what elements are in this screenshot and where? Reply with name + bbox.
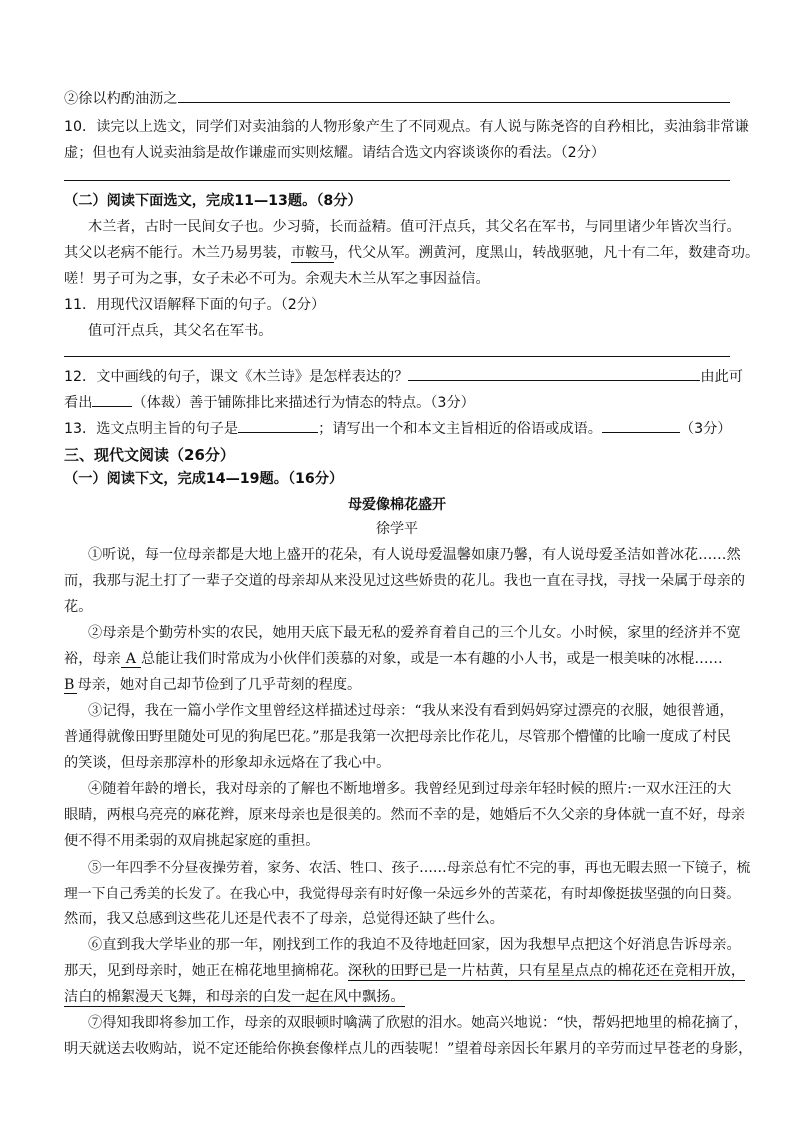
q9-answer-blank[interactable] — [178, 88, 730, 103]
q12-prompt-a: 12．文中画线的句子，课文《木兰诗》是怎样表达的？ — [64, 369, 409, 385]
p1-line-1: ①听说，每一位母亲都是大地上盛开的花朵，有人说母爱温馨如康乃馨，有人说母爱圣洁如普冰花……然 — [88, 547, 741, 563]
q10-answer-line[interactable] — [64, 180, 730, 181]
p6-underlined-sentence-b: 洁白的棉絮漫天飞舞，和母亲的白发一起在风中飘扬。 — [64, 989, 405, 1005]
section2-heading: （二）阅读下面选文，完成11—13题。（8分） — [64, 193, 362, 209]
article-author: 徐学平 — [376, 521, 418, 537]
q12-line-1 — [64, 366, 743, 386]
p4-line-2: 眼睛，两根乌亮亮的麻花辫，原来母亲也是很美的。然而不幸的是，她婚后不久父亲的身体就一直不好，母亲 — [64, 807, 746, 823]
p2-line-2-a: 裕，母亲 — [64, 651, 121, 667]
q12-line-2 — [64, 392, 730, 412]
passage-line-2-a: 其父以老病不能行。木兰乃易男装， — [64, 245, 292, 261]
p3-line-3: 的笑谈，但母亲那淳朴的形象却永远烙在了我心中。 — [64, 755, 391, 771]
section3-sub-heading: （一）阅读下文，完成14—19题。（16分） — [64, 471, 344, 487]
p5-line-1: ⑤一年四季不分昼夜操劳着，家务、农活、牲口、孩子……母亲总有忙不完的事，再也无暇去照一下镜子，梳 — [88, 860, 751, 876]
p2-line-2-b: 总能让我们时常成为小伙伴们羡慕的对象，或是一本有趣的小人书，或是一根美味的冰棍…… — [141, 651, 723, 667]
q13-prompt-a: 13．选文点明主旨的句子是 — [64, 421, 239, 437]
passage-line-3: 嗟！男子可为之事，女子未必不可为。余观夫木兰从军之事因益信。 — [64, 271, 490, 287]
p7-line-2: 明天就送去收购站，说不定还能给你换套像样点儿的西装呢！”望着母亲因长年累月的辛劳而过早苍老的身影， — [64, 1041, 753, 1057]
q9-item-2-prefix: ②徐以杓酌油沥之 — [64, 91, 178, 107]
q12-prompt-c: 看出 — [64, 395, 93, 411]
q13-line — [64, 418, 730, 438]
p6-line-3 — [64, 986, 730, 1006]
q12-prompt-b: 由此可 — [700, 369, 743, 385]
p6-line-1: ⑥直到我大学毕业的那一年，刚找到工作的我迫不及待地赶回家，因为我想早点把这个好消息告诉母亲。 — [88, 937, 741, 953]
p4-line-3: 便不得不用柔弱的双肩挑起家庭的重担。 — [64, 833, 320, 849]
passage-line-2-b: ，代父从军。溯黄河，度黑山，转战驱驰，凡十有二年，数建奇功。 — [333, 245, 760, 261]
p2-blank-b[interactable]: B — [64, 677, 77, 694]
p6-line-2-a: 那天，见到母亲时，她正在棉花地里摘棉花。 — [64, 963, 348, 979]
passage-line-1: 木兰者，古时一民间女子也。少习骑，长而益精。值可汗点兵，其父名在军书，与同里诸少年皆次当行。 — [88, 219, 741, 235]
q12-answer-blank-2[interactable] — [92, 392, 132, 407]
p6-line-2 — [64, 960, 746, 980]
q12-prompt-d: （体裁）善于铺陈排比来描述行为情态的特点。（3分） — [132, 395, 475, 411]
q13-prompt-b: ；请写出一个和本文主旨相近的俗语或成语。 — [318, 421, 602, 437]
q13-prompt-c: （3分） — [679, 421, 732, 437]
passage-line-2 — [64, 242, 760, 262]
p6-underlined-sentence-a: 深秋的田野已是一片枯黄，只有星星点点的棉花还在竞相开放， — [347, 963, 746, 979]
p2-line-1: ②母亲是个勤劳朴实的农民，她用天底下最无私的爱养育着自己的三个儿女。小时候，家里的经济并不宽 — [88, 625, 741, 641]
p1-line-2: 而，我那与泥土打了一辈子交道的母亲却从来没见过这些娇贵的花儿。我也一直在寻找，寻找一朵属于母亲的 — [64, 573, 746, 589]
section3-heading: 三、现代文阅读（26分） — [64, 446, 235, 464]
p1-line-3: 花。 — [64, 599, 93, 615]
passage-underlined-phrase: 市鞍马 — [291, 245, 334, 261]
article-title: 母爱像棉花盛开 — [348, 497, 446, 513]
q10-line-1: 10．读完以上选文，同学们对卖油翁的人物形象产生了不同观点。有人说与陈尧咨的自矜相比，卖油翁非常谦 — [64, 119, 749, 135]
p5-line-2: 理一下自己秀美的长发了。在我心中，我觉得母亲有时好像一朵远乡外的苦菜花，有时却像挺拔坚强的向日葵。 — [64, 886, 741, 902]
p3-line-2: 普通得就像田野里随处可见的狗尾巴花。”那是我第一次把母亲比作花儿，尽管那个懵懂的比喻一度成了村民 — [64, 729, 731, 745]
p4-line-1: ④随着年龄的增长，我对母亲的了解也不断地增多。我曾经见到过母亲年轻时候的照片:一双水汪汪的大 — [88, 781, 732, 797]
p2-line-3 — [64, 674, 730, 694]
q9-item-2 — [64, 88, 730, 108]
q10-line-2: 虚；但也有人说卖油翁是故作谦虚而实则炫耀。请结合选文内容谈谈你的看法。（2分） — [64, 145, 606, 161]
q12-answer-blank-1[interactable] — [408, 366, 700, 381]
p5-line-3: 然而，我又总感到这些花儿还是代表不了母亲，总觉得还缺了些什么。 — [64, 911, 504, 927]
q11-prompt: 11．用现代汉语解释下面的句子。（2分） — [64, 297, 326, 313]
q11-answer-line[interactable] — [64, 356, 730, 357]
q11-sentence: 值可汗点兵，其父名在军书。 — [88, 323, 273, 339]
p2-line-3-text: 母亲，她对自己却节俭到了几乎苛刻的程度。 — [77, 677, 362, 693]
p3-line-1: ③记得，我在一篇小学作文里曾经这样描述过母亲：“我从来没有看到妈妈穿过漂亮的衣服，她很普通， — [88, 703, 734, 719]
p2-blank-a[interactable]: A — [121, 651, 141, 668]
q13-answer-blank-1[interactable] — [238, 418, 318, 433]
p2-line-2 — [64, 648, 730, 668]
p7-line-1: ⑦得知我即将参加工作，母亲的双眼顿时噙满了欣慰的泪水。她高兴地说：“快，帮妈把地里的棉花摘了， — [88, 1015, 748, 1031]
q13-answer-blank-2[interactable] — [602, 418, 680, 433]
